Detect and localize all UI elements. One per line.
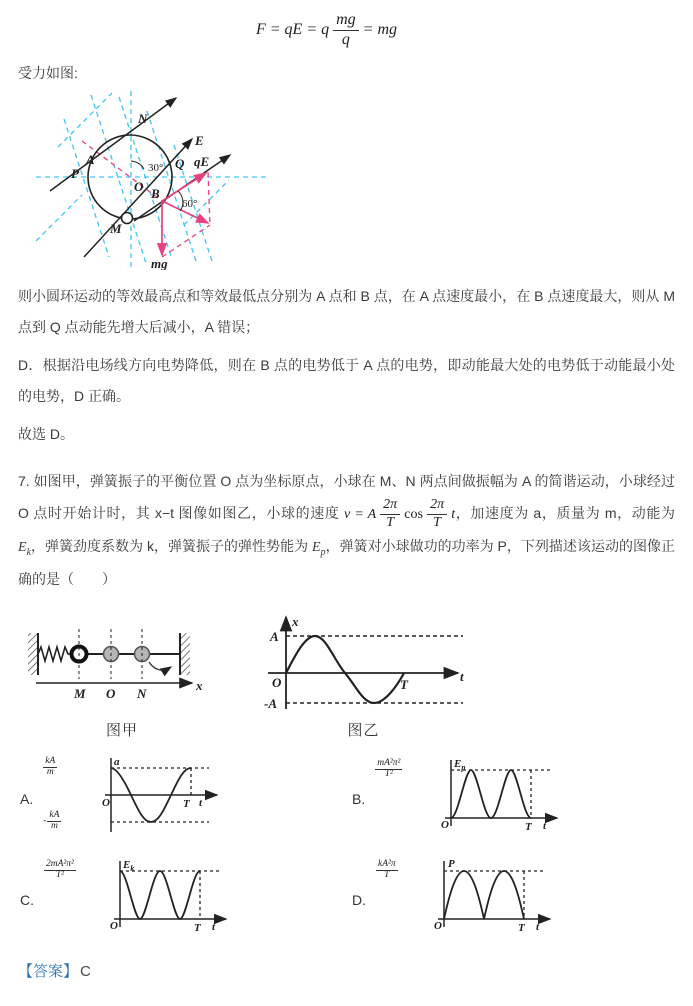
q7-text-1: 7. 如图甲，弹簧振子的平衡位置 O 点为坐标原点，小球在 M、N 两点间做振幅为 A 的简谐运动，小球经过 O 点时开始计时，其 x−t 图像如图乙，小球的速度 bbox=[18, 473, 675, 521]
solution-paragraph-3: 故选 D。 bbox=[18, 425, 74, 442]
question-7 bbox=[18, 466, 675, 595]
circle-force-diagram bbox=[34, 85, 269, 270]
option-A-graph bbox=[43, 756, 221, 841]
label-qE: qE bbox=[194, 153, 210, 169]
origin: O bbox=[102, 797, 111, 810]
option-D-plot bbox=[414, 857, 554, 937]
caption-yi: 图乙 bbox=[347, 722, 380, 740]
label-T: T bbox=[400, 677, 408, 693]
T-label: T bbox=[518, 922, 525, 935]
label-x: x bbox=[292, 614, 299, 630]
top-formula bbox=[18, 12, 635, 49]
formula-fraction bbox=[333, 12, 359, 49]
label-mg: mg bbox=[151, 255, 168, 270]
sine-curve bbox=[286, 636, 404, 703]
right-wall bbox=[180, 633, 190, 675]
x-t-graph bbox=[256, 613, 471, 713]
q7-formula-t: t bbox=[451, 506, 456, 522]
label-A: A bbox=[270, 629, 279, 645]
spring-oscillator-diagram bbox=[22, 613, 222, 713]
option-A-plot bbox=[81, 756, 221, 836]
label-P: P bbox=[71, 165, 79, 181]
q7-frac2-num: 2π bbox=[427, 498, 447, 515]
ymax-den: T² bbox=[55, 870, 64, 881]
option-D-letter: D. bbox=[352, 891, 366, 908]
ymin-den: m bbox=[50, 821, 58, 832]
option-D bbox=[352, 857, 554, 942]
label-negA: -A bbox=[264, 696, 277, 712]
ylabel-Ep: $E_p$ bbox=[454, 758, 466, 773]
force-diagram-label: 受力如图: bbox=[18, 64, 78, 81]
ymax-num: kA bbox=[45, 756, 56, 767]
q7-Ek-sub: k bbox=[26, 546, 32, 558]
q7-frac1-num: 2π bbox=[380, 498, 400, 515]
q7-fraction-2 bbox=[427, 498, 447, 530]
option-A-letter: A. bbox=[20, 790, 34, 807]
q7-Ep-sub: p bbox=[320, 546, 326, 558]
ylabel-a: a bbox=[114, 756, 120, 769]
origin: O bbox=[110, 920, 118, 933]
T-label: T bbox=[194, 922, 201, 935]
t-label: t bbox=[212, 921, 216, 934]
answer-line bbox=[18, 960, 675, 981]
option-A-ymax bbox=[43, 757, 57, 778]
option-B-plot bbox=[421, 756, 561, 836]
t-label: t bbox=[536, 921, 540, 934]
t-label: t bbox=[199, 797, 203, 810]
t-label: t bbox=[543, 820, 547, 833]
label-B: B bbox=[151, 185, 160, 201]
q7-Ep-base: E bbox=[311, 539, 321, 555]
left-wall bbox=[28, 633, 38, 675]
q7-frac2-den: T bbox=[433, 514, 441, 530]
label-E: E bbox=[195, 132, 204, 148]
label-M: M bbox=[74, 686, 86, 702]
label-angle-30: 30° bbox=[148, 161, 164, 174]
option-D-graph bbox=[376, 857, 554, 942]
figures-row bbox=[22, 613, 675, 740]
option-B bbox=[352, 756, 561, 841]
option-D-ymax bbox=[376, 860, 398, 881]
label-A: A bbox=[86, 151, 95, 167]
option-B-ymax bbox=[375, 759, 402, 780]
amplitude-lines bbox=[286, 636, 463, 703]
label-O: O bbox=[106, 686, 116, 702]
label-angle-60: 60° bbox=[182, 197, 198, 210]
q7-text-2: ，加速度为 a，质量为 m，动能为 bbox=[455, 504, 676, 521]
solution-paragraph-1: 则小圆环运动的等效最高点和等效最低点分别为 A 点和 B 点，在 A 点速度最小，在 B 点速度最大，则从 M 点到 Q 点动能先增大后减小，A 错误； bbox=[18, 287, 675, 336]
option-B-letter: B. bbox=[352, 790, 366, 807]
caption-jia: 图甲 bbox=[105, 722, 138, 740]
label-Q: Q bbox=[175, 155, 185, 171]
q7-Ek-base: E bbox=[18, 539, 27, 555]
label-x: x bbox=[196, 678, 203, 694]
origin: O bbox=[441, 819, 450, 832]
label-O: O bbox=[272, 675, 282, 691]
origin: O bbox=[434, 920, 442, 933]
option-B-graph bbox=[375, 756, 561, 841]
motion-squiggle-arrow bbox=[149, 662, 171, 670]
ylabel-Ek: $E_k$ bbox=[123, 859, 135, 874]
q7-cos: cos bbox=[404, 506, 423, 522]
ymax-den: T² bbox=[384, 769, 393, 780]
formula-post: = mg bbox=[362, 20, 398, 38]
formula-pre: F = qE = q bbox=[255, 20, 330, 38]
fraction-numerator: mg bbox=[333, 12, 359, 31]
q7-frac1-den: T bbox=[386, 514, 394, 530]
ymin-sign: - bbox=[43, 815, 47, 826]
solution-paragraph-2: D．根据沿电场线方向电势降低，则在 B 点的电势低于 A 点的电势，即动能最大处的电势低于动能最小处的电势，D 正确。 bbox=[18, 356, 675, 405]
ylabel-P: P bbox=[448, 858, 455, 871]
fraction-denominator: q bbox=[341, 30, 350, 48]
options-row-2 bbox=[18, 857, 675, 942]
figure-jia bbox=[22, 613, 222, 740]
option-A-ymin bbox=[43, 811, 61, 832]
options-row-1 bbox=[18, 756, 675, 841]
q7-text-4: ，弹簧对小球做功的功率为 P，下列描述该运动的图像正确的是（ ） bbox=[18, 537, 675, 587]
option-C-letter: C. bbox=[20, 891, 34, 908]
q7-fraction-1 bbox=[380, 498, 400, 530]
option-C bbox=[20, 857, 352, 942]
option-C-ymax bbox=[44, 860, 76, 881]
ymax-den: T bbox=[384, 870, 390, 881]
figure-yi bbox=[256, 613, 471, 740]
q7-text-3: ，弹簧劲度系数为 k，弹簧振子的弹性势能为 bbox=[31, 537, 312, 554]
ymax-num: kA²π bbox=[378, 859, 396, 870]
ymax-num: mA²π² bbox=[377, 758, 401, 769]
T-label: T bbox=[525, 821, 532, 834]
spring bbox=[38, 647, 71, 661]
label-t: t bbox=[460, 669, 464, 685]
answer-value: C bbox=[80, 963, 91, 981]
option-C-plot bbox=[90, 857, 230, 937]
label-O: O bbox=[134, 178, 144, 194]
ymax-num: 2mA²π² bbox=[46, 859, 74, 870]
ymax-den: m bbox=[46, 767, 54, 778]
label-M: M bbox=[110, 220, 122, 236]
answer-prefix: 【答案】 bbox=[18, 963, 79, 981]
label-N: N bbox=[138, 110, 148, 126]
q7-formula-pre: v = A bbox=[343, 506, 376, 522]
ymin-num: kA bbox=[49, 810, 60, 821]
option-C-graph bbox=[44, 857, 230, 942]
option-A bbox=[20, 756, 352, 841]
T-label: T bbox=[183, 798, 190, 811]
label-N: N bbox=[137, 686, 147, 702]
